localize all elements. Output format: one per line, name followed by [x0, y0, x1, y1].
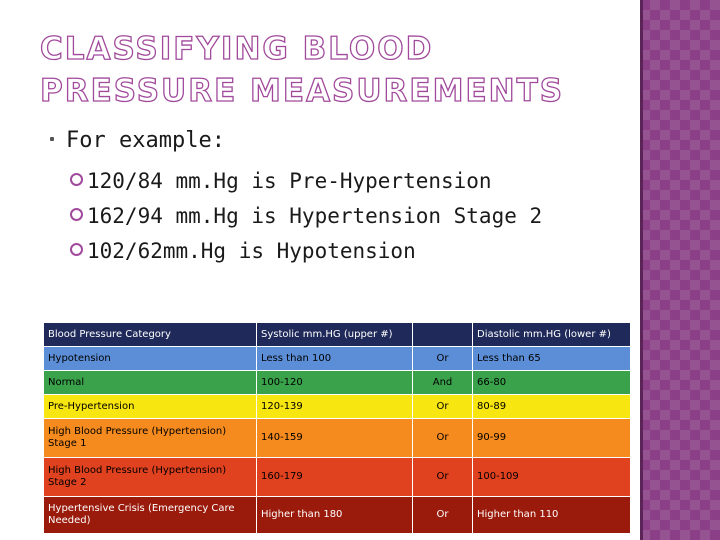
ring-bullet-icon	[70, 173, 83, 186]
conj-cell: Or	[413, 419, 473, 458]
systolic-cell: 100-120	[257, 371, 413, 395]
diastolic-cell: 80-89	[473, 395, 631, 419]
diastolic-cell: 100-109	[473, 458, 631, 497]
conj-cell: And	[413, 371, 473, 395]
example-text: 120/84 mm.Hg is Pre-Hypertension	[87, 169, 492, 193]
table-row	[44, 371, 631, 395]
conj-cell: Or	[413, 497, 473, 534]
diastolic-cell: 66-80	[473, 371, 631, 395]
example-item	[70, 204, 542, 228]
header-conj	[413, 323, 473, 347]
diastolic-cell: Higher than 110	[473, 497, 631, 534]
example-item	[70, 239, 416, 263]
diastolic-cell: 90-99	[473, 419, 631, 458]
diastolic-cell: Less than 65	[473, 347, 631, 371]
ring-bullet-icon	[70, 208, 83, 221]
systolic-cell: 160-179	[257, 458, 413, 497]
table-header-row	[44, 323, 631, 347]
systolic-cell: Higher than 180	[257, 497, 413, 534]
conj-cell: Or	[413, 347, 473, 371]
sidebar-edge-divider	[640, 0, 643, 540]
ring-bullet-icon	[70, 243, 83, 256]
bp-classification-table	[43, 322, 631, 534]
table-row	[44, 395, 631, 419]
example-item	[70, 169, 492, 193]
slide-title: CLASSIFYING BLOOD PRESSURE MEASUREMENTS	[40, 31, 565, 109]
category-cell: High Blood Pressure (Hypertension) Stage 2	[44, 458, 257, 497]
table-row	[44, 347, 631, 371]
conj-cell: Or	[413, 395, 473, 419]
conj-cell: Or	[413, 458, 473, 497]
category-cell: Hypertensive Crisis (Emergency Care Needed)	[44, 497, 257, 534]
bullet-text: For example:	[66, 128, 225, 153]
bullet-dot-icon	[50, 137, 54, 141]
systolic-cell: Less than 100	[257, 347, 413, 371]
decorative-sidebar	[640, 0, 720, 540]
category-cell: Hypotension	[44, 347, 257, 371]
category-cell: Normal	[44, 371, 257, 395]
table-row	[44, 458, 631, 497]
header-systolic: Systolic mm.HG (upper #)	[257, 323, 413, 347]
header-diastolic: Diastolic mm.HG (lower #)	[473, 323, 631, 347]
systolic-cell: 140-159	[257, 419, 413, 458]
category-cell: High Blood Pressure (Hypertension) Stage 1	[44, 419, 257, 458]
category-cell: Pre-Hypertension	[44, 395, 257, 419]
example-text: 162/94 mm.Hg is Hypertension Stage 2	[87, 204, 543, 228]
table-row	[44, 497, 631, 534]
table-row	[44, 419, 631, 458]
header-category: Blood Pressure Category	[44, 323, 257, 347]
systolic-cell: 120-139	[257, 395, 413, 419]
example-text: 102/62mm.Hg is Hypotension	[87, 239, 416, 263]
